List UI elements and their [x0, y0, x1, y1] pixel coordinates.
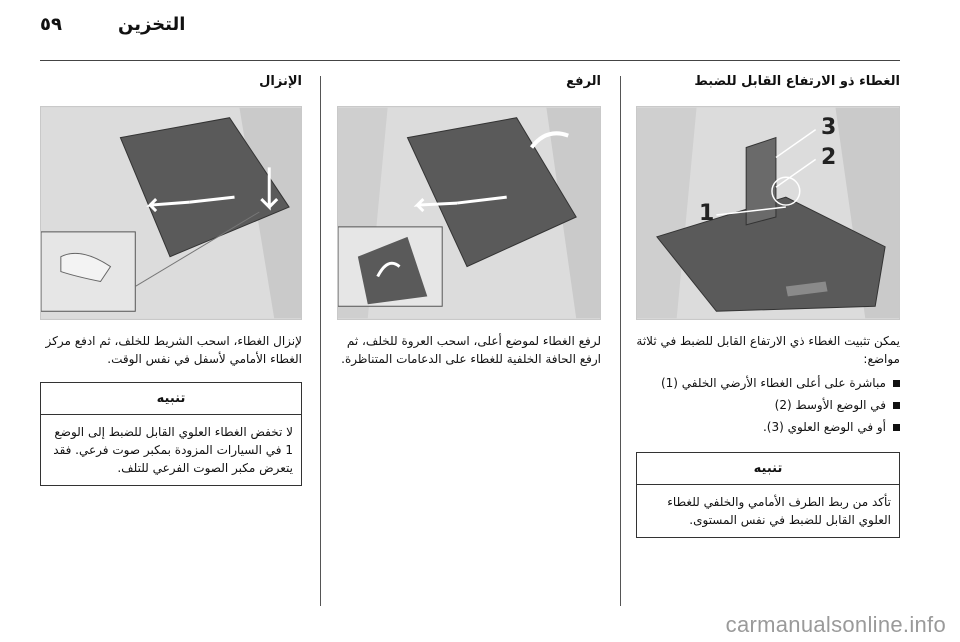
note-body: لا تخفض الغطاء العلوي القابل للضبط إلى الوضع 1 في السيارات المزودة بمكبر صوت فرعي. فقد يتعرض مكبر الصوت الفرعي للتلف. — [53, 425, 293, 475]
note-body: تأكد من ربط الطرف الأمامي والخلفي للغطاء العلوي القابل للضبط في نفس المستوى. — [667, 495, 891, 527]
header-divider — [40, 60, 900, 61]
cargo-cover-illustration — [637, 107, 899, 319]
note-title: تنبيه — [637, 453, 899, 485]
callout-2: 2 — [821, 145, 837, 170]
column-lowering — [40, 70, 302, 486]
callout-1: 1 — [699, 201, 715, 226]
list-item: في الوضع الأوسط (2) — [636, 394, 900, 416]
column-divider-left — [320, 76, 321, 606]
list-item: أو في الوضع العلوي (3). — [636, 416, 900, 438]
page-number: ٥٩ — [40, 14, 62, 35]
note-title: تنبيه — [41, 383, 301, 415]
column-divider-right — [620, 76, 621, 606]
column-title: الإنزال — [259, 74, 302, 89]
figure-adjustable-cover — [636, 106, 900, 320]
column-adjustable-cover — [636, 70, 900, 538]
section-title: التخزين — [118, 14, 186, 35]
figure-raising — [337, 106, 601, 320]
watermark: carmanualsonline.info — [725, 612, 946, 637]
lowering-illustration — [41, 107, 301, 319]
column-raising — [337, 70, 601, 368]
raising-illustration — [338, 107, 600, 319]
column-title: الرفع — [566, 74, 601, 89]
note-box — [636, 452, 900, 538]
positions-list — [636, 372, 900, 438]
lowering-paragraph: لإنزال الغطاء، اسحب الشريط للخلف، ثم ادفع مركز الغطاء الأمامي لأسفل في نفس الوقت. — [45, 334, 302, 366]
column-title: الغطاء ذو الارتفاع القابل للضبط — [694, 74, 900, 89]
callout-3: 3 — [821, 115, 837, 140]
note-box — [40, 382, 302, 486]
list-item: مباشرة على أعلى الغطاء الأرضي الخلفي (1) — [636, 372, 900, 394]
positions-paragraph: يمكن تثبيت الغطاء ذي الارتفاع القابل للضبط في ثلاثة مواضع: — [636, 334, 900, 366]
figure-lowering — [40, 106, 302, 320]
raising-paragraph: لرفع الغطاء لموضع أعلى، اسحب العروة للخلف، ثم ارفع الحافة الخلفية للغطاء على الدعامات المتناظرة. — [341, 334, 601, 366]
